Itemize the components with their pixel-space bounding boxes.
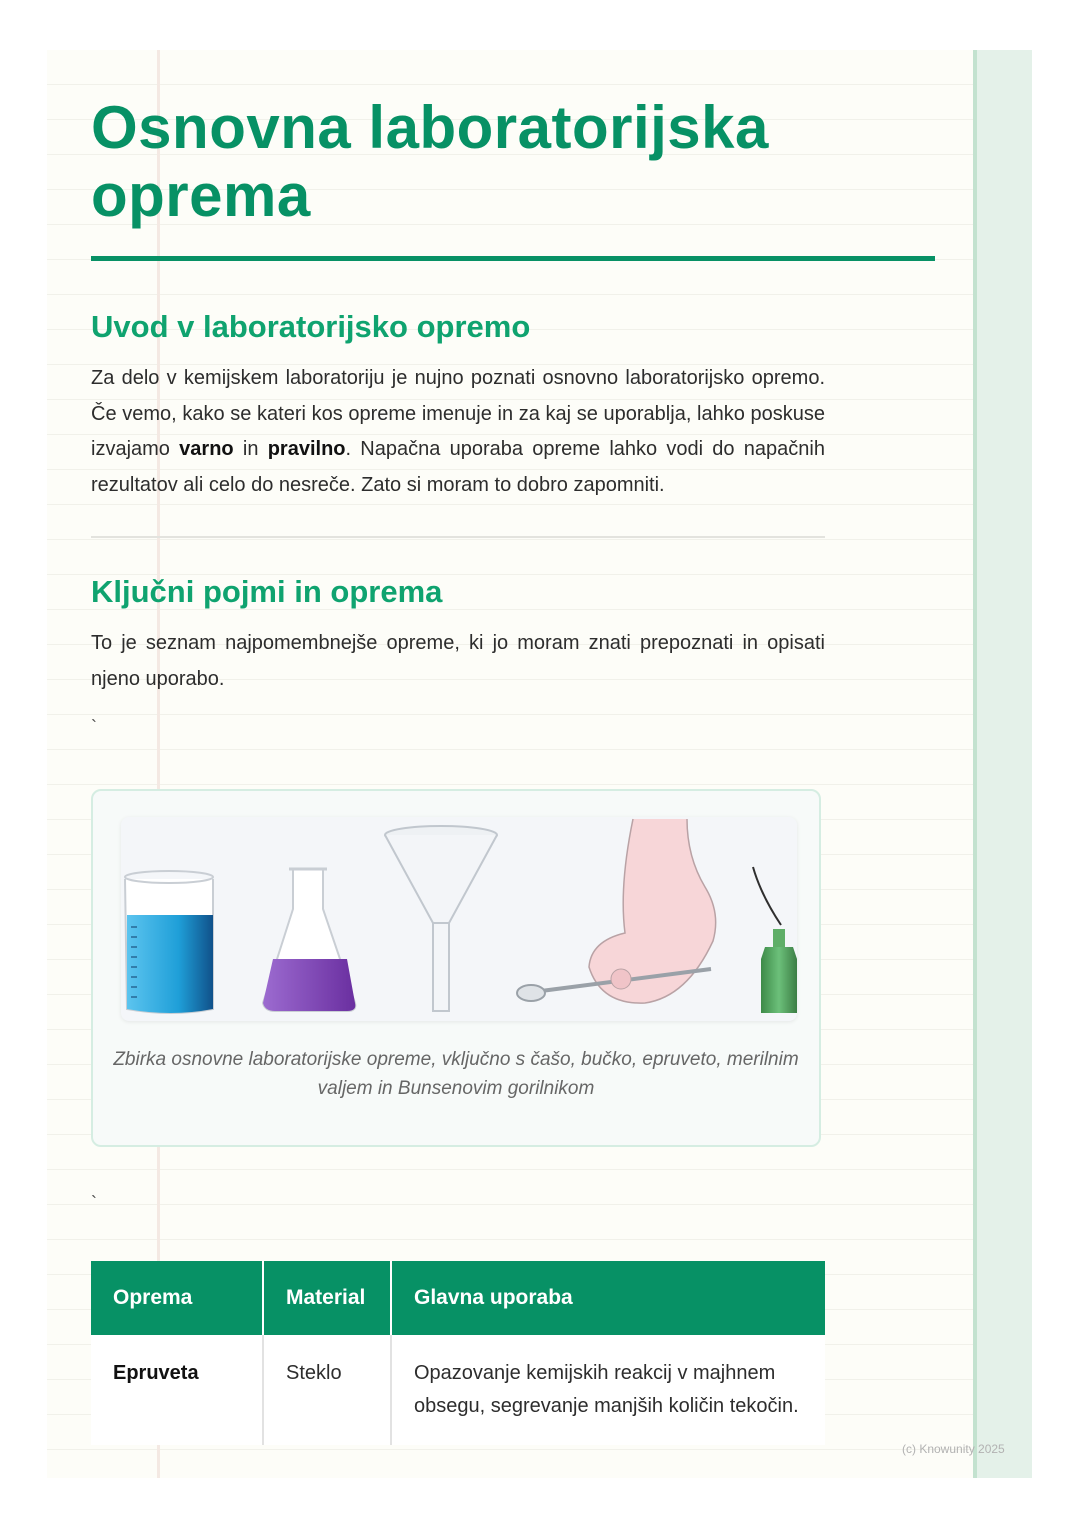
cell-material: Steklo [263, 1335, 391, 1445]
cell-use: Opazovanje kemijskih reakcij v majhnem obsegu, segrevanje manjših količin tekočin. [391, 1335, 825, 1445]
table-row [91, 1335, 825, 1445]
key-terms-paragraph: To je seznam najpomembnejše opreme, ki jo moram znati prepoznati in opisati njeno uporabo. [91, 632, 825, 690]
column-header-material: Material [263, 1261, 391, 1335]
stray-mark-2: ` [91, 1193, 97, 1213]
intro-text-end: . Napačna uporaba opreme lahko vodi do napačnih rezultatov ali celo do nesreče. Zato si moram to dobro zapomniti. [91, 438, 825, 496]
section-heading-key-terms: Ključni pojmi in oprema [91, 574, 443, 609]
page-title: Osnovna laboratorijska oprema [91, 94, 769, 229]
intro-bold-correct: pravilno [267, 438, 346, 460]
wash-bottle-icon [753, 867, 797, 1013]
intro-bold-safe: varno [179, 438, 234, 460]
beaker-icon [125, 871, 213, 1013]
cell-equipment: Epruveta [91, 1335, 263, 1445]
document-page [47, 50, 1032, 1478]
equipment-table [91, 1261, 825, 1445]
column-header-use: Glavna uporaba [391, 1261, 825, 1335]
intro-paragraph [91, 361, 825, 503]
intro-text-mid: in [233, 438, 268, 460]
equipment-figure [91, 789, 821, 1147]
stray-mark: ` [91, 717, 97, 737]
copyright-notice: (c) Knowunity 2025 [902, 1442, 1005, 1456]
flask-icon [263, 869, 355, 1011]
column-header-equipment: Oprema [91, 1261, 263, 1335]
spatula-hand-icon [517, 819, 716, 1003]
side-stripe [973, 50, 1032, 1478]
intro-text-start: Za delo v kemijskem laboratoriju je nujno poznati osnovno laboratorijsko opremo. Če vemo, kako se kateri kos opreme imenuje in za kaj se uporablja, lahko poskuse izvajamo [91, 367, 825, 460]
equipment-illustration-svg [121, 817, 797, 1021]
funnel-icon [385, 826, 497, 1011]
title-rule [91, 256, 935, 261]
section-heading-intro: Uvod v laboratorijsko opremo [91, 309, 531, 344]
figure-caption: Zbirka osnovne laboratorijske opreme, vključno s čašo, bučko, epruveto, merilnim valjem in Bunsenovim gorilnikom [113, 1049, 799, 1099]
section-divider [91, 536, 825, 538]
equipment-illustration [121, 817, 797, 1021]
content [91, 50, 935, 1445]
table-header-row [91, 1261, 825, 1335]
